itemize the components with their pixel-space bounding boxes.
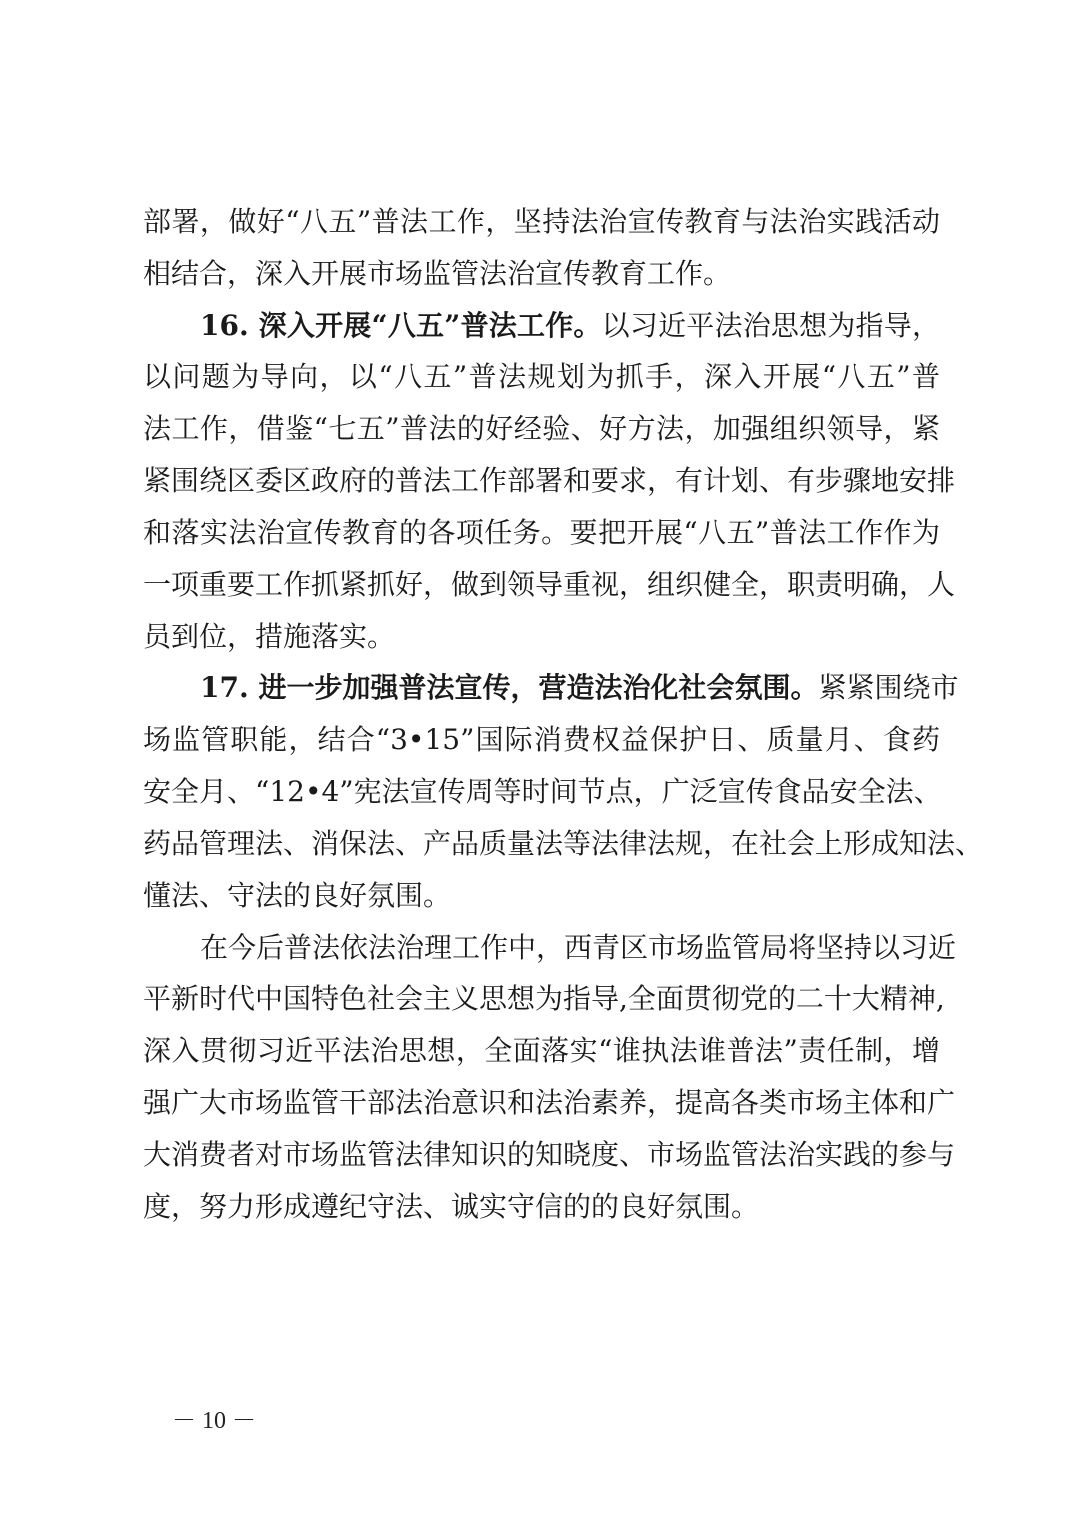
page-number: － 10 － bbox=[172, 1408, 256, 1434]
text-line: 安全月、“12•4”宪法宣传周等时间节点，广泛宣传食品安全法、 bbox=[143, 775, 942, 809]
text-run: 紧紧围绕市 bbox=[818, 671, 959, 705]
body-text bbox=[143, 196, 984, 1233]
text-line: 员到位，措施落实。 bbox=[143, 619, 396, 653]
section-heading-line bbox=[143, 662, 959, 714]
text-line: 法工作，借鉴“七五”普法的好经验、好方法，加强组织领导，紧 bbox=[143, 412, 940, 446]
section-heading-line bbox=[143, 300, 940, 352]
text-line: 一项重要工作抓紧抓好，做到领导重视，组织健全，职责明确，人 bbox=[143, 567, 956, 601]
text-line: 药品管理法、消保法、产品质量法等法律法规，在社会上形成知法、 bbox=[143, 826, 984, 860]
text-line: 和落实法治宣传教育的各项任务。要把开展“八五”普法工作作为 bbox=[143, 515, 940, 549]
text-line: 深入贯彻习近平法治思想，全面落实“谁执法谁普法”责任制，增 bbox=[143, 1034, 940, 1068]
text-line: 以问题为导向，以“八五”普法规划为抓手，深入开展“八五”普 bbox=[143, 360, 940, 394]
section-heading-17: 17. 进一步加强普法宣传，营造法治化社会氛围。 bbox=[200, 671, 819, 705]
text-line: 懂法、守法的良好氛围。 bbox=[143, 878, 452, 912]
text-line: 大消费者对市场监管法律知识的知晓度、市场监管法治实践的参与 bbox=[143, 1137, 956, 1171]
text-line: 场监管职能，结合“3•15”国际消费权益保护日、质量月、食药 bbox=[143, 723, 940, 757]
text-line: 平新时代中国特色社会主义思想为指导,全面贯彻党的二十大精神, bbox=[143, 982, 945, 1016]
text-line: 部署，做好“八五”普法工作，坚持法治宣传教育与法治实践活动 bbox=[143, 205, 940, 238]
text-line: 强广大市场监管干部法治意识和法治素养，提高各类市场主体和广 bbox=[143, 1086, 956, 1120]
section-heading-16: 16. 深入开展“八五”普法工作。 bbox=[200, 308, 602, 342]
text-line: 相结合，深入开展市场监管法治宣传教育工作。 bbox=[143, 256, 732, 290]
text-line: 度，努力形成遵纪守法、诚实守信的的良好氛围。 bbox=[143, 1189, 760, 1223]
text-line: 紧围绕区委区政府的普法工作部署和要求，有计划、有步骤地安排 bbox=[143, 464, 956, 498]
text-run: 以习近平法治思想为指导， bbox=[601, 308, 940, 342]
text-line: 在今后普法依法治理工作中，西青区市场监管局将坚持以习近 bbox=[200, 930, 957, 964]
